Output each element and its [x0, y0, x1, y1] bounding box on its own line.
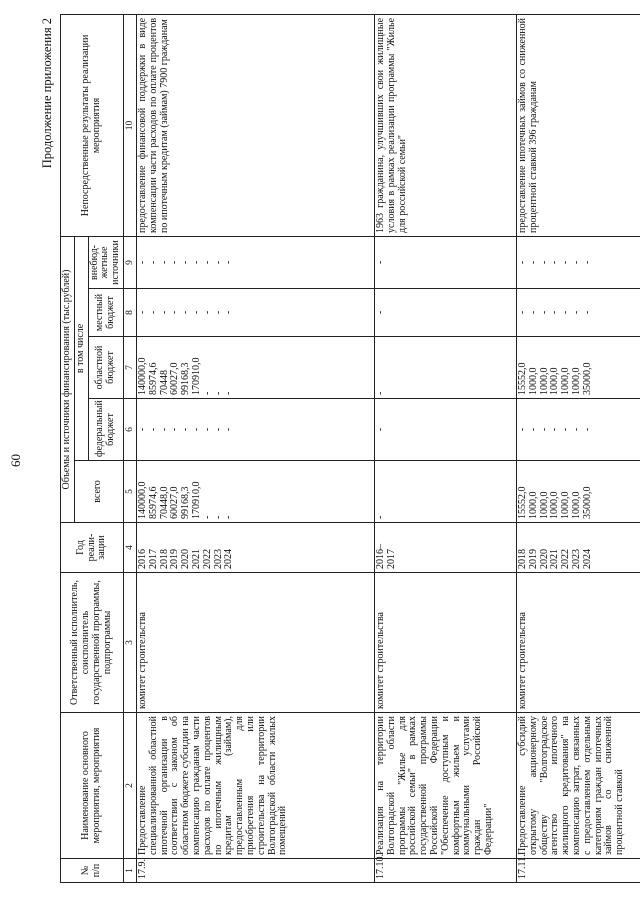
- header-no: № п/п: [61, 859, 124, 883]
- federal-cell-value: -: [147, 427, 159, 432]
- local-cell-value: -: [549, 310, 561, 315]
- extra-cell-value: -: [549, 260, 561, 265]
- column-number: 1: [123, 859, 136, 883]
- extra-cell-value: -: [190, 260, 202, 265]
- local-cell-value: -: [180, 310, 192, 315]
- row-number: 17.10.: [374, 859, 516, 883]
- federal-cell-value: -: [223, 427, 235, 432]
- local-cell-value: -: [374, 310, 386, 315]
- total-cell-value: 1000,0: [560, 491, 572, 519]
- local-cell: [374, 289, 516, 337]
- header-results: Непосредственные результаты реализации мероприятия: [61, 14, 124, 236]
- local-cell-value: -: [560, 310, 572, 315]
- year-cell-value: 2020: [180, 549, 192, 569]
- total-cell-value: -: [223, 515, 235, 519]
- year-cell: [516, 523, 640, 573]
- total-cell-value: 99168,3: [180, 486, 192, 519]
- federal-cell-value: -: [581, 427, 593, 432]
- year-cell-value: 2021: [190, 549, 202, 569]
- regional-cell-value: 60027,0: [169, 362, 181, 395]
- extra-cell-value: -: [374, 260, 386, 265]
- federal-cell-value: -: [516, 427, 528, 432]
- federal-cell-value: -: [180, 427, 192, 432]
- year-cell-value: 2018: [516, 549, 528, 569]
- year-cell-value: 2016: [136, 549, 148, 569]
- regional-cell-value: 170910,0: [190, 357, 202, 395]
- year-cell: [136, 523, 374, 573]
- financing-table: [60, 14, 640, 883]
- header-funding: Объемы и источники финансирования (тыс.рублей): [61, 236, 75, 522]
- regional-cell-value: 140000,0: [136, 357, 148, 395]
- column-number: 8: [123, 289, 136, 337]
- header-total: всего: [74, 461, 123, 523]
- column-number: 7: [123, 337, 136, 399]
- row-number: 17.9.: [136, 859, 374, 883]
- federal-cell: [516, 399, 640, 461]
- local-cell-value: -: [223, 310, 235, 315]
- column-number: 2: [123, 713, 136, 859]
- result-text: предоставление ипотечных займов со сниженной процентной ставкой 396 гражданам: [516, 14, 640, 236]
- total-cell-value: -: [212, 515, 224, 519]
- total-cell-value: -: [374, 515, 386, 519]
- extra-cell: [516, 236, 640, 288]
- extra-cell-value: -: [538, 260, 550, 265]
- federal-cell-value: -: [212, 427, 224, 432]
- table-row: [516, 14, 640, 882]
- local-cell-value: -: [538, 310, 550, 315]
- total-cell-value: 70448,0: [158, 486, 170, 519]
- measure-name: Предоставление специализированной областной ипотечной организации в соответствии с законом об областном бюджете субсидии на компенсацию гражданам части расходов по оплате процентов по ипотечным жилищным кредитам (займам), предоставленным для приобретения или строительства на территории Волгоградской области жилых помещений: [136, 713, 374, 859]
- federal-cell-value: -: [549, 427, 561, 432]
- extra-cell-value: -: [147, 260, 159, 265]
- column-number: 6: [123, 399, 136, 461]
- total-cell-value: 1000,0: [570, 491, 582, 519]
- year-cell-value: 2024: [581, 549, 593, 569]
- local-cell: [136, 289, 374, 337]
- column-number: 5: [123, 461, 136, 523]
- total-cell-value: 170910,0: [190, 481, 202, 519]
- year-cell: [374, 523, 516, 573]
- header-extra: внебюд-жетные источники: [88, 236, 123, 288]
- local-cell-value: -: [516, 310, 528, 315]
- year-cell-value: 2023: [212, 549, 224, 569]
- year-cell-value: 2019: [169, 549, 181, 569]
- year-cell-value: 2023: [570, 549, 582, 569]
- header-name: Наименование основного мероприятия, мероприятия: [61, 713, 124, 859]
- regional-cell-value: 35000,0: [581, 362, 593, 395]
- regional-cell-value: 1000,0: [560, 367, 572, 395]
- continuation-label: Продолжение приложения 2: [40, 18, 54, 169]
- regional-cell-value: -: [223, 391, 235, 395]
- total-cell: [516, 461, 640, 523]
- local-cell-value: -: [527, 310, 539, 315]
- regional-cell: [136, 337, 374, 399]
- local-cell: [516, 289, 640, 337]
- extra-cell-value: -: [527, 260, 539, 265]
- measure-name: Предоставление субсидий открытому акционерному обществу "Волгоградское агентство ипотечного жилищного кредитования" на компенсацию затрат, связанных с предоставлением отдельным категориям граждан ипотечных займов со сниженной процентной ставкой: [516, 713, 640, 859]
- column-number: 10: [123, 14, 136, 236]
- local-cell-value: -: [570, 310, 582, 315]
- local-cell-value: -: [147, 310, 159, 315]
- regional-cell: [516, 337, 640, 399]
- regional-cell-value: 99168,3: [180, 362, 192, 395]
- regional-cell: [374, 337, 516, 399]
- year-cell-value: 2024: [223, 549, 235, 569]
- responsible-executor: комитет строительства: [136, 573, 374, 713]
- federal-cell-value: -: [158, 427, 170, 432]
- year-cell-value: 2021: [549, 549, 561, 569]
- table-body: [136, 14, 640, 882]
- extra-cell-value: -: [223, 260, 235, 265]
- header-including: в том числе: [74, 236, 88, 460]
- extra-cell-value: -: [570, 260, 582, 265]
- header-regional: областной бюджет: [88, 337, 123, 399]
- column-number: 3: [123, 573, 136, 713]
- extra-cell: [374, 236, 516, 288]
- federal-cell: [136, 399, 374, 461]
- regional-cell-value: 1000,0: [570, 367, 582, 395]
- total-cell-value: 15552,0: [516, 486, 528, 519]
- page-number: 60: [8, 454, 23, 467]
- federal-cell-value: -: [374, 427, 386, 432]
- header-federal: федеральный бюджет: [88, 399, 123, 461]
- total-cell-value: 85974,6: [147, 486, 159, 519]
- federal-cell-value: -: [169, 427, 181, 432]
- year-cell-value: 2022: [560, 549, 572, 569]
- regional-cell-value: 1000,0: [549, 367, 561, 395]
- federal-cell-value: -: [538, 427, 550, 432]
- responsible-executor: комитет строительства: [516, 573, 640, 713]
- extra-cell-value: -: [136, 260, 148, 265]
- header-local: местный бюджет: [88, 289, 123, 337]
- local-cell-value: -: [169, 310, 181, 315]
- extra-cell-value: -: [516, 260, 528, 265]
- row-number: 17.11.: [516, 859, 640, 883]
- federal-cell-value: -: [136, 427, 148, 432]
- total-cell-value: 1000,0: [538, 491, 550, 519]
- regional-cell-value: -: [374, 391, 386, 395]
- local-cell-value: -: [581, 310, 593, 315]
- year-cell-value: 2018: [158, 549, 170, 569]
- result-text: предоставление финансовой поддержки в виде компенсации части расходов по оплате процентов по ипотечным кредитам (займам) 7900 гражданам: [136, 14, 374, 236]
- total-cell-value: 60027,0: [169, 486, 181, 519]
- regional-cell-value: 85974,6: [147, 362, 159, 395]
- table-row: [374, 14, 516, 882]
- federal-cell-value: -: [560, 427, 572, 432]
- year-cell-value: 2019: [527, 549, 539, 569]
- local-cell-value: -: [136, 310, 148, 315]
- total-cell: [374, 461, 516, 523]
- header-year: Год реали-зации: [61, 523, 124, 573]
- regional-cell-value: 1000,0: [527, 367, 539, 395]
- extra-cell-value: -: [581, 260, 593, 265]
- total-cell: [136, 461, 374, 523]
- year-cell-value: 2022: [201, 549, 213, 569]
- result-text: 1963 гражданина, улучшивших свои жилищные условия в рамках реализации программы "Жилье для российской семьи": [374, 14, 516, 236]
- total-cell-value: -: [201, 515, 213, 519]
- year-cell-value: 2020: [538, 549, 550, 569]
- measure-name: Реализация на территории Волгоградской области программы "Жилье для российской семьи" в рамках государственной программы Российской Федерации "Обеспечение доступным и комфортным жильем и коммунальными услугами граждан Российской Федерации": [374, 713, 516, 859]
- regional-cell-value: 15552,0: [516, 362, 528, 395]
- federal-cell-value: -: [570, 427, 582, 432]
- year-cell-value: 2017: [147, 549, 159, 569]
- federal-cell-value: -: [527, 427, 539, 432]
- extra-cell-value: -: [169, 260, 181, 265]
- regional-cell-value: 70448: [158, 370, 170, 395]
- total-cell-value: 1000,0: [549, 491, 561, 519]
- total-cell-value: 1000,0: [527, 491, 539, 519]
- year-cell-value: 2016–2017: [374, 544, 397, 569]
- regional-cell-value: -: [212, 391, 224, 395]
- extra-cell-value: -: [212, 260, 224, 265]
- total-cell-value: 140000,0: [136, 481, 148, 519]
- extra-cell-value: -: [180, 260, 192, 265]
- federal-cell-value: -: [190, 427, 202, 432]
- local-cell-value: -: [201, 310, 213, 315]
- extra-cell: [136, 236, 374, 288]
- federal-cell-value: -: [201, 427, 213, 432]
- column-number: 9: [123, 236, 136, 288]
- extra-cell-value: -: [201, 260, 213, 265]
- regional-cell-value: -: [201, 391, 213, 395]
- extra-cell-value: -: [158, 260, 170, 265]
- responsible-executor: комитет строительства: [374, 573, 516, 713]
- total-cell-value: 35000,0: [581, 486, 593, 519]
- regional-cell-value: 1000,0: [538, 367, 550, 395]
- local-cell-value: -: [190, 310, 202, 315]
- column-number: 4: [123, 523, 136, 573]
- local-cell-value: -: [212, 310, 224, 315]
- table-row: [136, 14, 374, 882]
- extra-cell-value: -: [560, 260, 572, 265]
- federal-cell: [374, 399, 516, 461]
- local-cell-value: -: [158, 310, 170, 315]
- header-responsible: Ответственный исполнитель, соисполнитель государственной программы, подпрограммы: [61, 573, 124, 713]
